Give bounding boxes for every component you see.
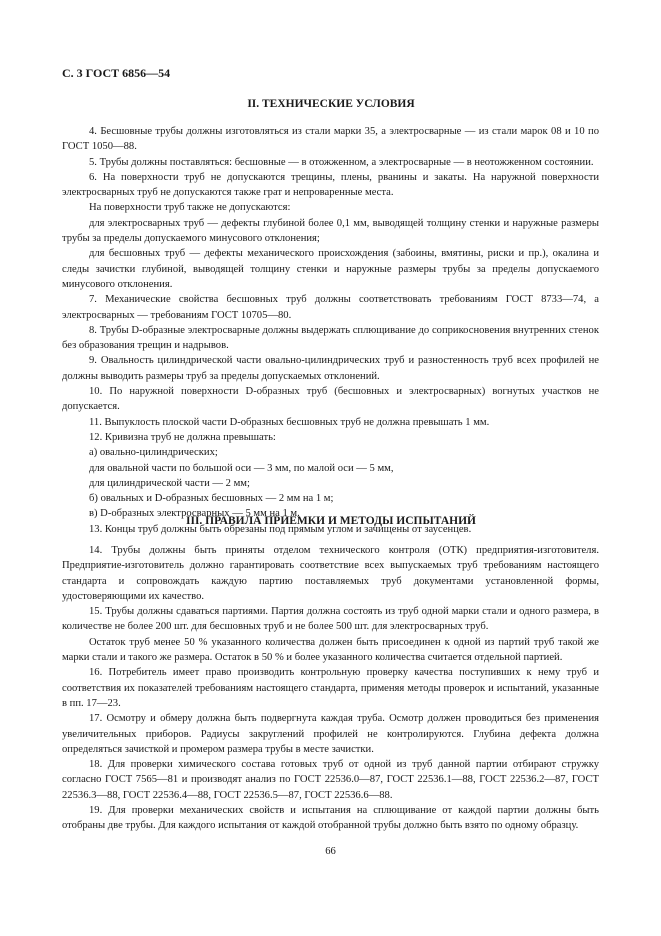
- paragraph: 4. Бесшовные трубы должны изготовляться из стали марки 35, а электросварные — из стали марок 08 и 10 по ГОСТ 1050—88.: [62, 126, 599, 153]
- paragraph: 16. Потребитель имеет право производить контрольную проверку качества поступивших к нему труб и соответствия их показателей требованиям настоящего стандарта, применяя методы проверок и испытаний, указанные в пп. 17—23.: [62, 667, 599, 709]
- paragraph: На поверхности труб также не допускаются:: [89, 202, 291, 214]
- page-number: 66: [325, 846, 336, 857]
- paragraph: 19. Для проверки механических свойств и испытания на сплющивание от каждой партии должны быть отобраны две трубы. Для каждого испытания от каждой отобранной трубы должно быть взято по одному образцу.: [62, 805, 599, 832]
- paragraph: 11. Выпуклость плоской части D-образных бесшовных труб не должна превышать 1 мм.: [89, 416, 490, 428]
- list-item: для овальной части по большой оси — 3 мм, по малой оси — 5 мм,: [89, 462, 394, 474]
- section-acceptance-rules-body: [62, 543, 599, 834]
- paragraph: 6. На поверхности труб не допускаются трещины, плены, рванины и закаты. На наружной поверхности электросварных труб не допускаются также грат и непроваренные места.: [62, 171, 599, 199]
- list-item: в) D-образных электросварных — 5 мм на 1 м.: [89, 508, 300, 520]
- paragraph: для бесшовных труб — дефекты механического происхождения (забоины, вмятины, риски и пр.), окалина и следы зачистки глубиной, выводящей толщину стенки и наружные размеры трубы за пределы допускаемого минусового отклонения.: [62, 248, 599, 290]
- paragraph: 8. Трубы D-образные электросварные должны выдержать сплющивание до соприкосновения внутренних стенок без образования трещин и надрывов.: [62, 324, 599, 352]
- paragraph: 12. Кривизна труб не должна превышать:: [89, 431, 276, 443]
- section-title-acceptance-rules: III. ПРАВИЛА ПРИЕМКИ И МЕТОДЫ ИСПЫТАНИЙ: [186, 515, 476, 527]
- page-header: С. 3 ГОСТ 6856—54: [62, 66, 171, 80]
- section-technical-conditions-body: [62, 124, 599, 537]
- paragraph: 17. Осмотру и обмеру должна быть подвергнута каждая труба. Осмотр должен проводиться без применения увеличительных приборов. Радиусы закруглений профилей не контролируются. Глубина дефекта должна определяться зачисткой и промером размера трубы в месте зачистки.: [62, 713, 599, 755]
- paragraph: 7. Механические свойства бесшовных труб должны соответствовать требованиям ГОСТ 8733—74, а электросварных — требованиям ГОСТ 10705—80.: [62, 294, 599, 321]
- paragraph: 5. Трубы должны поставляться: бесшовные — в отожженном, а электросварные — в неотожженном состоянии.: [89, 156, 594, 168]
- paragraph: 18. Для проверки химического состава готовых труб от одной из труб данной партии отбирают стружку согласно ГОСТ 7565—81 и производят анализ по ГОСТ 22536.0—87, ГОСТ 22536.1—88, ГОСТ 22536.2—87, ГОСТ 22536.3—88, ГОСТ 22536.4—88, ГОСТ 22536.5—87, ГОСТ 22536.6—88.: [62, 759, 599, 801]
- paragraph: 9. Овальность цилиндрической части овально-цилиндрических труб и разностенность труб всех профилей не должны выводить размеры труб за пределы допускаемых отклонений.: [62, 355, 599, 382]
- section-title-technical-conditions: II. ТЕХНИЧЕСКИЕ УСЛОВИЯ: [247, 98, 415, 110]
- paragraph: 15. Трубы должны сдаваться партиями. Партия должна состоять из труб одной марки стали и одного размера, в количестве не более 200 шт. для бесшовных труб и не более 500 шт. для электросварных труб.: [62, 606, 599, 633]
- paragraph: 14. Трубы должны быть приняты отделом технического контроля (ОТК) предприятия-изготовителя. Предприятие-изготовитель должно гарантировать соответствие всех выпускаемых труб требованиям настоящего стандарта и сопровождать каждую партию поставляемых труб документами установленной формы, удостоверяющими их качество.: [62, 545, 599, 602]
- list-item: а) овально-цилиндрических;: [89, 447, 218, 459]
- list-item: б) овальных и D-образных бесшовных — 2 мм на 1 м;: [89, 493, 334, 505]
- paragraph: 10. По наружной поверхности D-образных труб (бесшовных и электросварных) вогнутых участков не допускается.: [62, 386, 599, 413]
- paragraph: Остаток труб менее 50 % указанного количества должен быть присоединен к одной из партий труб такой же марки стали и такого же размера. Остаток в 50 % и более указанного количества считается отдельной партией.: [62, 636, 599, 664]
- paragraph: 13. Концы труб должны быть обрезаны под прямым углом и зачищены от заусенцев.: [89, 523, 472, 535]
- paragraph: для электросварных труб — дефекты глубиной более 0,1 мм, выводящей толщину стенки и наружные размеры трубы за пределы допускаемого минусового отклонения;: [62, 217, 599, 245]
- list-item: для цилиндрической части — 2 мм;: [89, 477, 250, 489]
